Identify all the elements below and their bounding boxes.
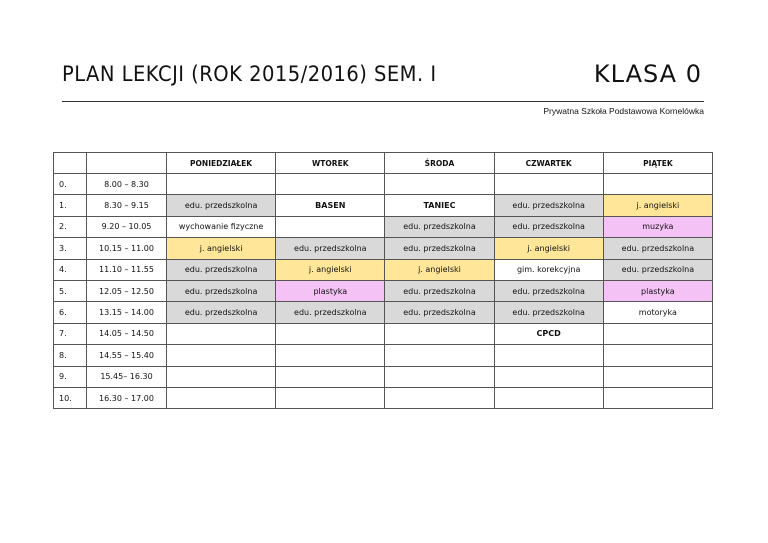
lesson-cell: CPCD — [494, 323, 603, 344]
lesson-time: 8.30 – 9.15 — [87, 195, 167, 216]
lesson-cell: TANIEC — [385, 195, 494, 216]
lesson-number: 4. — [54, 259, 87, 280]
lesson-number: 0. — [54, 174, 87, 195]
day-header: PIĄTEK — [603, 153, 712, 174]
lesson-cell: edu. przedszkolna — [167, 302, 276, 323]
class-label: KLASA 0 — [593, 60, 702, 88]
header-num-cell — [54, 153, 87, 174]
lesson-cell: BASEN — [276, 195, 385, 216]
lesson-cell — [276, 387, 385, 408]
lesson-cell: edu. przedszkolna — [167, 280, 276, 301]
lesson-time: 14.05 – 14.50 — [87, 323, 167, 344]
lesson-cell — [167, 323, 276, 344]
page-title: PLAN LEKCJI (ROK 2015/2016) SEM. I — [62, 62, 437, 86]
lesson-cell: wychowanie fizyczne — [167, 216, 276, 237]
table-row — [54, 323, 713, 344]
header-divider — [62, 101, 704, 102]
lesson-cell: j. angielski — [276, 259, 385, 280]
day-header: PONIEDZIAŁEK — [167, 153, 276, 174]
lesson-number: 7. — [54, 323, 87, 344]
lesson-cell: edu. przedszkolna — [385, 238, 494, 259]
day-header: ŚRODA — [385, 153, 494, 174]
lesson-cell — [603, 366, 712, 387]
lesson-cell — [385, 323, 494, 344]
lesson-cell: gim. korekcyjna — [494, 259, 603, 280]
lesson-time: 12.05 – 12.50 — [87, 280, 167, 301]
lesson-cell: edu. przedszkolna — [385, 280, 494, 301]
lesson-time: 15.45– 16.30 — [87, 366, 167, 387]
lesson-number: 8. — [54, 345, 87, 366]
lesson-cell: edu. przedszkolna — [167, 259, 276, 280]
lesson-cell: edu. przedszkolna — [494, 280, 603, 301]
lesson-cell — [494, 366, 603, 387]
lesson-cell: edu. przedszkolna — [167, 195, 276, 216]
table-row — [54, 216, 713, 237]
lesson-cell — [167, 366, 276, 387]
lesson-cell: edu. przedszkolna — [276, 302, 385, 323]
lesson-cell: motoryka — [603, 302, 712, 323]
lesson-cell: muzyka — [603, 216, 712, 237]
lesson-cell — [385, 174, 494, 195]
table-row — [54, 387, 713, 408]
table-row — [54, 174, 713, 195]
lesson-cell: edu. przedszkolna — [494, 216, 603, 237]
lesson-number: 3. — [54, 238, 87, 259]
lesson-cell — [603, 174, 712, 195]
lesson-cell — [385, 387, 494, 408]
lesson-number: 1. — [54, 195, 87, 216]
lesson-cell — [494, 387, 603, 408]
lesson-cell — [167, 345, 276, 366]
lesson-number: 9. — [54, 366, 87, 387]
lesson-cell — [276, 366, 385, 387]
lesson-time: 11.10 – 11.55 — [87, 259, 167, 280]
header-row — [54, 153, 713, 174]
lesson-cell: j. angielski — [603, 195, 712, 216]
lesson-cell — [167, 174, 276, 195]
lesson-number: 2. — [54, 216, 87, 237]
lesson-cell — [603, 323, 712, 344]
lesson-time: 16.30 – 17.00 — [87, 387, 167, 408]
lesson-cell — [494, 174, 603, 195]
schedule-body — [54, 174, 713, 409]
school-name: Prywatna Szkoła Podstawowa Kornelówka — [543, 106, 704, 116]
lesson-cell: plastyka — [603, 280, 712, 301]
table-row — [54, 195, 713, 216]
lesson-cell: j. angielski — [494, 238, 603, 259]
lesson-time: 8.00 – 8.30 — [87, 174, 167, 195]
lesson-cell: edu. przedszkolna — [603, 259, 712, 280]
lesson-cell — [276, 323, 385, 344]
lesson-cell: j. angielski — [167, 238, 276, 259]
lesson-cell — [167, 387, 276, 408]
lesson-cell: edu. przedszkolna — [494, 302, 603, 323]
lesson-cell — [276, 174, 385, 195]
day-header: CZWARTEK — [494, 153, 603, 174]
lesson-cell: edu. przedszkolna — [276, 238, 385, 259]
table-row — [54, 259, 713, 280]
lesson-cell — [603, 387, 712, 408]
lesson-number: 6. — [54, 302, 87, 323]
lesson-time: 14.55 – 15.40 — [87, 345, 167, 366]
lesson-cell — [276, 216, 385, 237]
lesson-cell: edu. przedszkolna — [385, 302, 494, 323]
header-time-cell — [87, 153, 167, 174]
table-row — [54, 345, 713, 366]
lesson-cell — [276, 345, 385, 366]
table-row — [54, 238, 713, 259]
lesson-cell — [603, 345, 712, 366]
lesson-number: 10. — [54, 387, 87, 408]
lesson-time: 10.15 – 11.00 — [87, 238, 167, 259]
lesson-cell: j. angielski — [385, 259, 494, 280]
table-row — [54, 366, 713, 387]
lesson-cell — [385, 366, 494, 387]
table-row — [54, 302, 713, 323]
table-row — [54, 280, 713, 301]
schedule-table — [53, 152, 713, 409]
lesson-time: 13.15 – 14.00 — [87, 302, 167, 323]
lesson-time: 9.20 – 10.05 — [87, 216, 167, 237]
lesson-cell: edu. przedszkolna — [494, 195, 603, 216]
lesson-cell: edu. przedszkolna — [385, 216, 494, 237]
lesson-cell — [385, 345, 494, 366]
day-header: WTOREK — [276, 153, 385, 174]
lesson-cell — [494, 345, 603, 366]
lesson-cell: plastyka — [276, 280, 385, 301]
lesson-number: 5. — [54, 280, 87, 301]
lesson-cell: edu. przedszkolna — [603, 238, 712, 259]
